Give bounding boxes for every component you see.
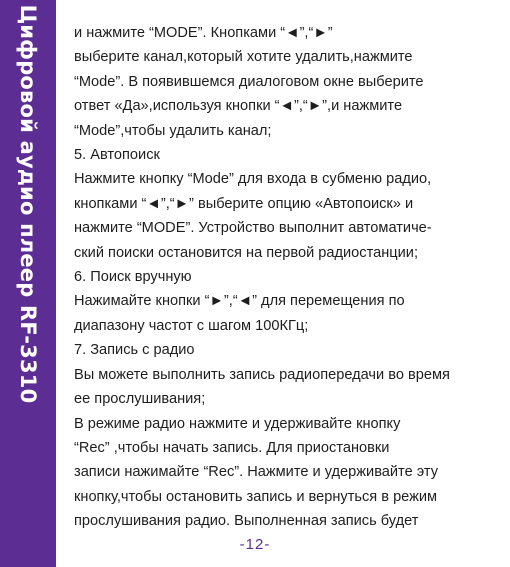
- text-line: В режиме радио нажмите и удерживайте кнопку: [74, 415, 401, 432]
- text-line: Вы можете выполнить запись радиопередачи во время: [74, 366, 450, 383]
- text-line: прослушивания радио. Выполненная запись будет: [74, 513, 419, 530]
- text-line: и нажмите “MODE”. Кнопками “◄”,“►”: [74, 25, 333, 41]
- text-line: ответ «Да»,используя кнопки “◄”,“►”,и нажмите: [74, 98, 403, 115]
- manual-text: [74, 21, 500, 534]
- section-heading-manual-search: 6. Поиск вручную: [74, 269, 192, 286]
- text-line: ский поиски остановится на первой радиостанции;: [74, 244, 419, 261]
- text-line: “Mode”. В появившемся диалоговом окне выберите: [74, 73, 424, 90]
- section-heading-radio-recording: 7. Запись с радио: [74, 342, 195, 359]
- text-line: кнопку,чтобы остановить запись и вернуться в режим: [74, 488, 438, 505]
- product-title: Цифровой аудио плеер RF-3310: [16, 4, 40, 404]
- text-line: “Mode”,чтобы удалить канал;: [74, 122, 272, 139]
- text-line: Нажимайте кнопки “►”,“◄” для перемещения по: [74, 293, 405, 310]
- text-line: выберите канал,который хотите удалить,нажмите: [74, 49, 413, 66]
- text-line: диапазону частот с шагом 100КГц;: [74, 317, 309, 334]
- section-heading-autosearch: 5. Автопоиск: [74, 147, 160, 164]
- side-banner: [0, 0, 56, 567]
- text-line: кнопками “◄”,“►” выберите опцию «Автопоиск» и: [74, 195, 414, 212]
- text-line: “Rec” ,чтобы начать запись. Для приостановки: [74, 439, 390, 456]
- text-line: нажмите “MODE”. Устройство выполнит автоматиче-: [74, 220, 432, 237]
- text-line: Нажмите кнопку “Mode” для входа в субменю радио,: [74, 171, 432, 188]
- text-line: записи нажимайте “Rec”. Нажмите и удерживайте эту: [74, 464, 439, 481]
- text-line: ее прослушивания;: [74, 391, 206, 408]
- page-number: -12-: [239, 536, 271, 553]
